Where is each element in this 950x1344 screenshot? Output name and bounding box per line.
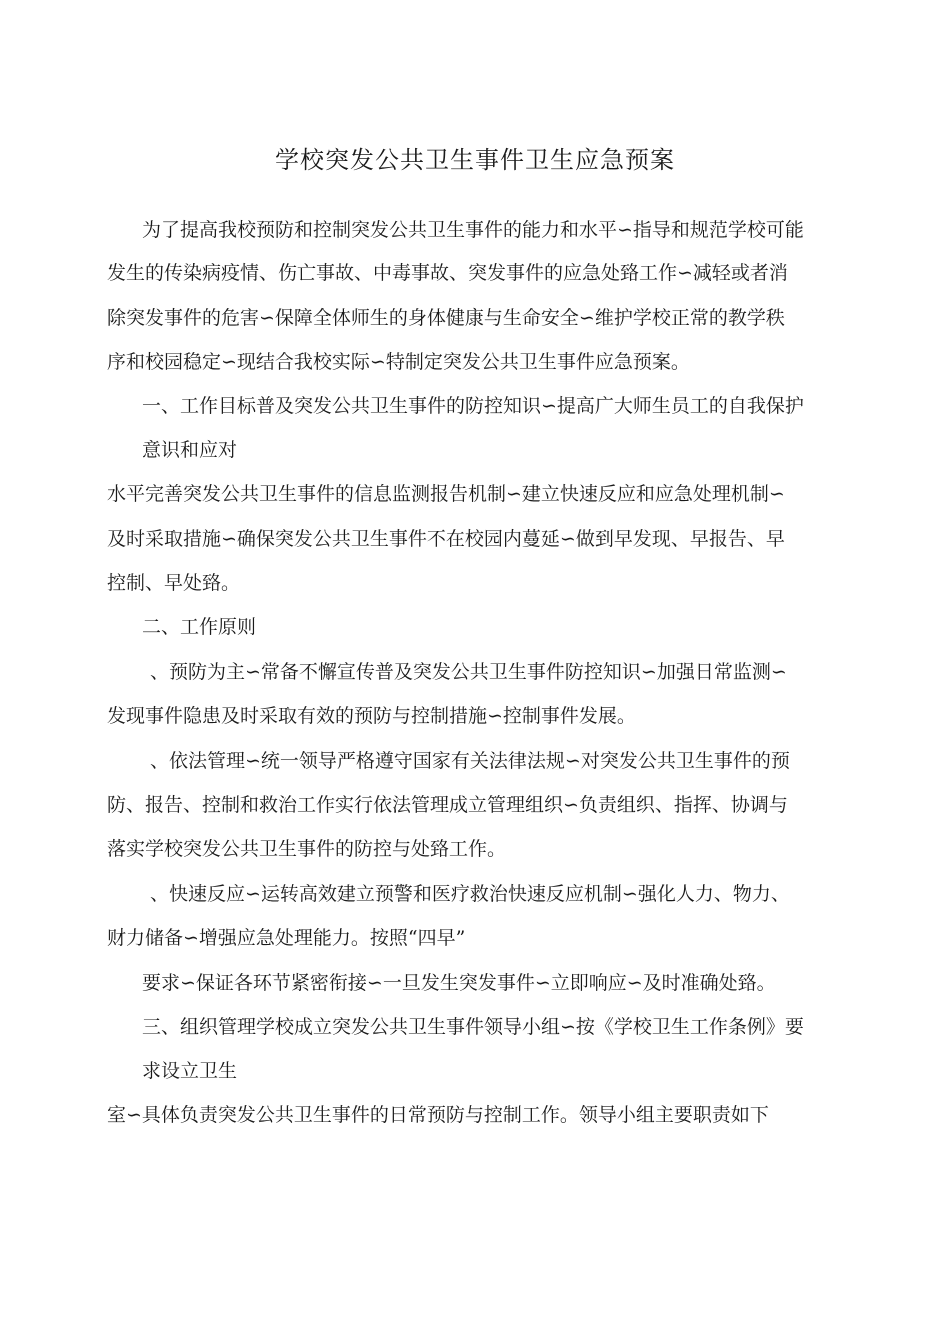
document-title: 学校突发公共卫生事件卫生应急预案	[275, 146, 675, 174]
text-line: 室∽具体负责突发公共卫生事件的日常预防与控制工作。领导小组主要职责如下	[107, 1104, 769, 1126]
text-line: 发现事件隐患及时采取有效的预防与控制措施∽控制事件发展。	[107, 705, 636, 727]
text-line: 要求∽保证各环节紧密衔接∽一旦发生突发事件∽立即响应∽及时准确处臵。	[142, 972, 776, 994]
text-line: 落实学校突发公共卫生事件的防控与处臵工作。	[107, 838, 507, 860]
text-line: 意识和应对	[142, 439, 238, 461]
text-line: 除突发事件的危害∽保障全体师生的身体健康与生命安全∽维护学校正常的教学秩	[107, 307, 785, 329]
text-line: 财力储备∽增强应急处理能力。按照“四早”	[107, 927, 466, 949]
section-heading-principles: 二、工作原则	[142, 616, 257, 638]
text-line: 求设立卫生	[142, 1060, 238, 1082]
section-heading-goals: 一、工作目标普及突发公共卫生事件的防控知识∽提高广大师生员工的自我保护	[142, 395, 804, 417]
text-line: 为了提高我校预防和控制突发公共卫生事件的能力和水平∽指导和规范学校可能	[142, 219, 804, 241]
text-line: 防、报告、控制和救治工作实行依法管理成立管理组织∽负责组织、指挥、协调与	[107, 794, 788, 816]
text-line: 、预防为主∽常备不懈宣传普及突发公共卫生事件防控知识∽加强日常监测∽	[150, 661, 787, 683]
text-line: 及时采取措施∽确保突发公共卫生事件不在校园内蔓延∽做到早发现、早报告、早	[107, 528, 785, 550]
text-line: 控制、早处臵。	[107, 572, 241, 594]
text-line: 、依法管理∽统一领导严格遵守国家有关法律法规∽对突发公共卫生事件的预	[150, 750, 790, 772]
text-line: 序和校园稳定∽现结合我校实际∽特制定突发公共卫生事件应急预案。	[107, 351, 690, 373]
section-heading-organization: 三、组织管理学校成立突发公共卫生事件领导小组∽按《学校卫生工作条例》要	[142, 1016, 804, 1038]
text-line: 、快速反应∽运转高效建立预警和医疗救治快速反应机制∽强化人力、物力、	[150, 883, 790, 905]
text-line: 发生的传染病疫情、伤亡事故、中毒事故、突发事件的应急处臵工作∽减轻或者消	[107, 262, 788, 284]
text-line: 水平完善突发公共卫生事件的信息监测报告机制∽建立快速反应和应急处理机制∽	[107, 483, 785, 505]
